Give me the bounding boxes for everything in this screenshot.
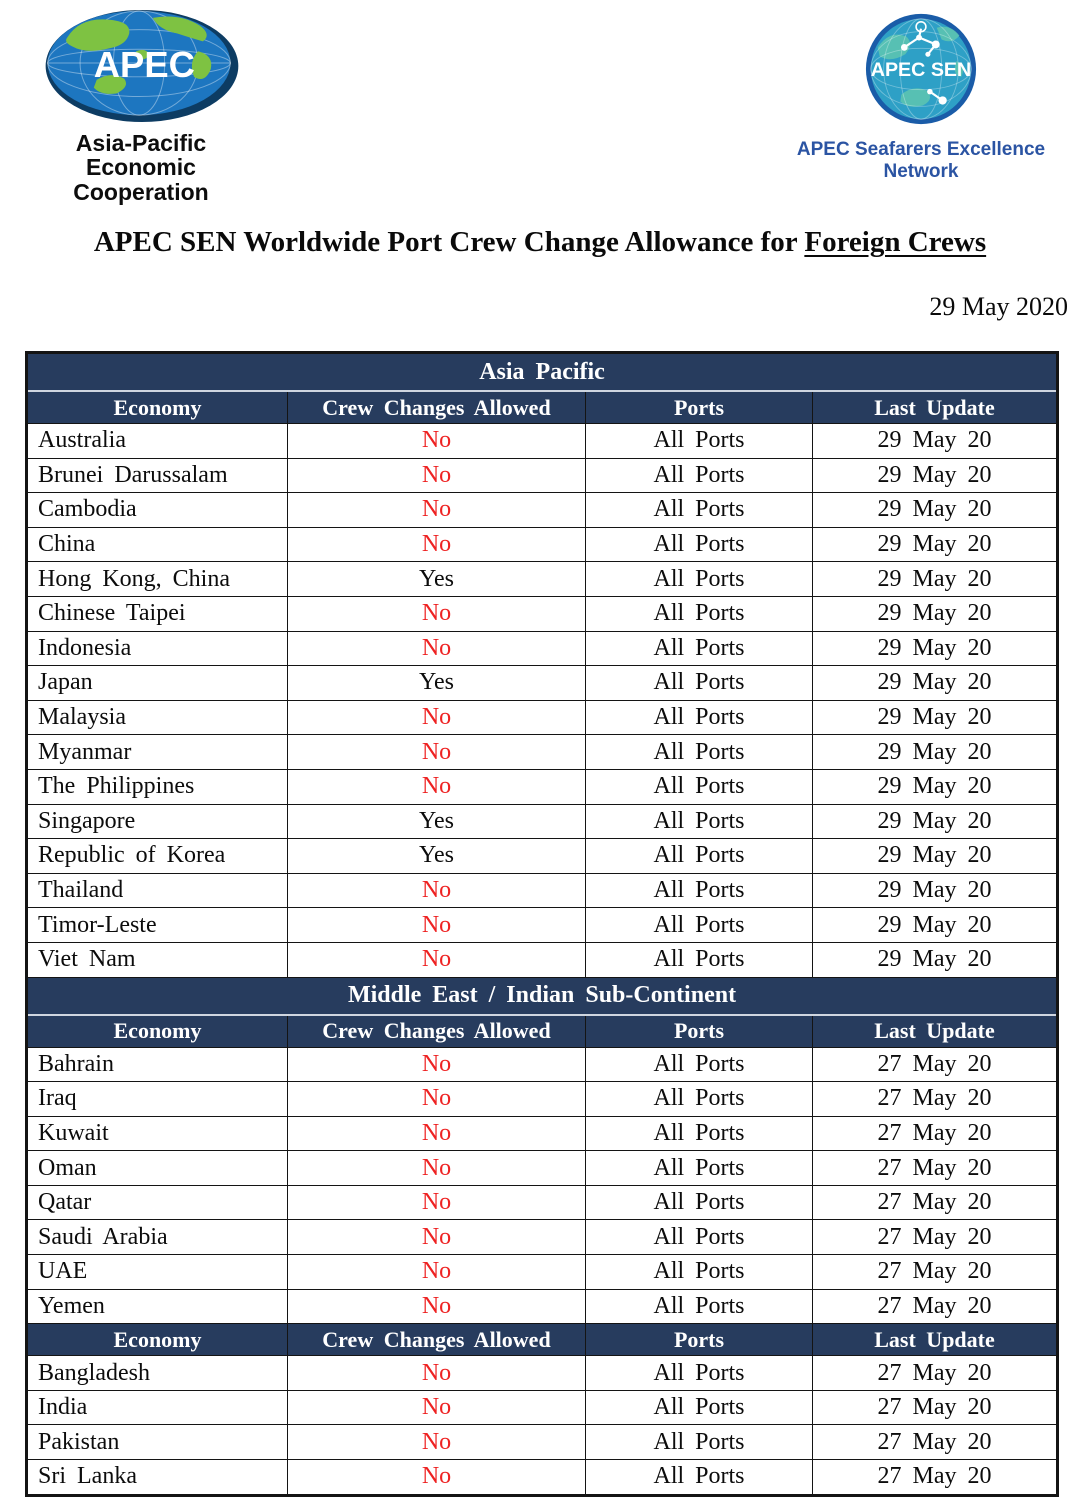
apec-sen-globe-text: APEC SEN [870, 58, 972, 81]
apec-caption [16, 131, 266, 204]
column-header-crew-changes-allowed: Crew Changes Allowed [288, 1324, 586, 1356]
ports-cell: All Ports [586, 1289, 813, 1324]
economy-cell: Timor-Leste [27, 908, 288, 943]
economy-cell: UAE [27, 1255, 288, 1290]
economy-cell: Viet Nam [27, 942, 288, 977]
table-row [27, 1289, 1058, 1324]
table-row [27, 804, 1058, 839]
crew-changes-allowed-cell: No [288, 942, 586, 977]
crew-changes-allowed-cell: No [288, 458, 586, 493]
document-date: 29 May 2020 [929, 292, 1068, 321]
last-update-cell: 29 May 20 [813, 804, 1058, 839]
ports-cell: All Ports [586, 1047, 813, 1082]
economy-cell: Qatar [27, 1185, 288, 1220]
economy-cell: Cambodia [27, 493, 288, 528]
last-update-cell: 29 May 20 [813, 631, 1058, 666]
economy-cell: Chinese Taipei [27, 596, 288, 631]
page-title [10, 224, 1070, 260]
economy-cell: Saudi Arabia [27, 1220, 288, 1255]
apec-caption-line1: Asia-Pacific [75, 130, 207, 156]
ports-cell: All Ports [586, 908, 813, 943]
crew-changes-allowed-cell: No [288, 769, 586, 804]
crew-changes-allowed-cell: No [288, 1082, 586, 1117]
table-row [27, 596, 1058, 631]
economy-cell: Singapore [27, 804, 288, 839]
last-update-cell: 27 May 20 [813, 1425, 1058, 1460]
table-row [27, 700, 1058, 735]
table-row [27, 873, 1058, 908]
table-row [27, 1460, 1058, 1496]
column-header-economy: Economy [27, 1324, 288, 1356]
ports-cell: All Ports [586, 769, 813, 804]
column-header-row [27, 391, 1058, 424]
last-update-cell: 27 May 20 [813, 1460, 1058, 1496]
last-update-cell: 29 May 20 [813, 562, 1058, 597]
ports-cell: All Ports [586, 942, 813, 977]
crew-change-table-body [27, 353, 1058, 1496]
economy-cell: Yemen [27, 1289, 288, 1324]
apec-sen-globe-icon [862, 10, 980, 128]
ports-cell: All Ports [586, 493, 813, 528]
last-update-cell: 29 May 20 [813, 700, 1058, 735]
economy-cell: Myanmar [27, 735, 288, 770]
ports-cell: All Ports [586, 596, 813, 631]
ports-cell: All Ports [586, 1151, 813, 1186]
last-update-cell: 27 May 20 [813, 1356, 1058, 1391]
last-update-cell: 27 May 20 [813, 1082, 1058, 1117]
apec-logo [16, 8, 266, 204]
table-row [27, 666, 1058, 701]
last-update-cell: 27 May 20 [813, 1220, 1058, 1255]
table-row [27, 1255, 1058, 1290]
apec-globe-icon [42, 8, 240, 124]
table-row [27, 1425, 1058, 1460]
section-title: Middle East / Indian Sub-Continent [27, 977, 1058, 1015]
ports-cell: All Ports [586, 1356, 813, 1391]
last-update-cell: 27 May 20 [813, 1185, 1058, 1220]
last-update-cell: 29 May 20 [813, 942, 1058, 977]
economy-cell: Hong Kong, China [27, 562, 288, 597]
column-header-row [27, 1324, 1058, 1356]
last-update-cell: 29 May 20 [813, 666, 1058, 701]
ports-cell: All Ports [586, 1425, 813, 1460]
apec-sen-logo [776, 8, 1066, 183]
table-row [27, 1047, 1058, 1082]
crew-changes-allowed-cell: No [288, 1356, 586, 1391]
crew-changes-allowed-cell: No [288, 873, 586, 908]
last-update-cell: 29 May 20 [813, 493, 1058, 528]
column-header-ports: Ports [586, 1324, 813, 1356]
table-row [27, 631, 1058, 666]
section-title: Asia Pacific [27, 353, 1058, 392]
page-title-main: APEC SEN Worldwide Port Crew Change Allowance for [93, 226, 805, 258]
ports-cell: All Ports [586, 1116, 813, 1151]
economy-cell: Bahrain [27, 1047, 288, 1082]
economy-cell: Oman [27, 1151, 288, 1186]
table-row [27, 562, 1058, 597]
ports-cell: All Ports [586, 839, 813, 874]
ports-cell: All Ports [586, 458, 813, 493]
table-row [27, 424, 1058, 459]
section-header-row [27, 977, 1058, 1015]
ports-cell: All Ports [586, 1220, 813, 1255]
economy-cell: Australia [27, 424, 288, 459]
column-header-last-update: Last Update [813, 1324, 1058, 1356]
last-update-cell: 29 May 20 [813, 908, 1058, 943]
ports-cell: All Ports [586, 631, 813, 666]
ports-cell: All Ports [586, 1255, 813, 1290]
crew-changes-allowed-cell: No [288, 596, 586, 631]
economy-cell: Indonesia [27, 631, 288, 666]
economy-cell: India [27, 1390, 288, 1425]
crew-changes-allowed-cell: No [288, 735, 586, 770]
last-update-cell: 27 May 20 [813, 1151, 1058, 1186]
logo-header [0, 0, 1080, 205]
column-header-row [27, 1015, 1058, 1048]
crew-changes-allowed-cell: No [288, 1255, 586, 1290]
apec-globe-text: APEC [93, 43, 195, 85]
last-update-cell: 29 May 20 [813, 839, 1058, 874]
ports-cell: All Ports [586, 562, 813, 597]
economy-cell: China [27, 527, 288, 562]
economy-cell: Thailand [27, 873, 288, 908]
last-update-cell: 27 May 20 [813, 1390, 1058, 1425]
economy-cell: Japan [27, 666, 288, 701]
column-header-economy: Economy [27, 391, 288, 424]
ports-cell: All Ports [586, 1390, 813, 1425]
column-header-crew-changes-allowed: Crew Changes Allowed [288, 391, 586, 424]
last-update-cell: 27 May 20 [813, 1116, 1058, 1151]
ports-cell: All Ports [586, 424, 813, 459]
crew-changes-allowed-cell: Yes [288, 666, 586, 701]
table-row [27, 493, 1058, 528]
last-update-cell: 29 May 20 [813, 596, 1058, 631]
ports-cell: All Ports [586, 873, 813, 908]
last-update-cell: 27 May 20 [813, 1047, 1058, 1082]
ports-cell: All Ports [586, 1185, 813, 1220]
economy-cell: The Philippines [27, 769, 288, 804]
table-row [27, 1356, 1058, 1391]
crew-changes-allowed-cell: No [288, 1151, 586, 1186]
crew-changes-allowed-cell: No [288, 1425, 586, 1460]
crew-changes-allowed-cell: No [288, 700, 586, 735]
last-update-cell: 27 May 20 [813, 1289, 1058, 1324]
crew-changes-allowed-cell: No [288, 1390, 586, 1425]
crew-changes-allowed-cell: No [288, 493, 586, 528]
section-header-row [27, 353, 1058, 392]
crew-changes-allowed-cell: Yes [288, 804, 586, 839]
table-row [27, 458, 1058, 493]
apec-sen-caption: APEC Seafarers Excellence Network [796, 139, 1046, 182]
table-row [27, 942, 1058, 977]
ports-cell: All Ports [586, 666, 813, 701]
table-row [27, 908, 1058, 943]
crew-changes-allowed-cell: No [288, 1220, 586, 1255]
ports-cell: All Ports [586, 1082, 813, 1117]
table-row [27, 1151, 1058, 1186]
last-update-cell: 27 May 20 [813, 1255, 1058, 1290]
crew-changes-allowed-cell: Yes [288, 562, 586, 597]
ports-cell: All Ports [586, 1460, 813, 1496]
last-update-cell: 29 May 20 [813, 769, 1058, 804]
table-row [27, 1390, 1058, 1425]
table-row [27, 1116, 1058, 1151]
last-update-cell: 29 May 20 [813, 527, 1058, 562]
apec-caption-line2: Economic Cooperation [73, 154, 209, 205]
economy-cell: Republic of Korea [27, 839, 288, 874]
last-update-cell: 29 May 20 [813, 873, 1058, 908]
crew-changes-allowed-cell: No [288, 1460, 586, 1496]
crew-changes-allowed-cell: No [288, 1116, 586, 1151]
column-header-economy: Economy [27, 1015, 288, 1048]
table-row [27, 769, 1058, 804]
economy-cell: Malaysia [27, 700, 288, 735]
column-header-last-update: Last Update [813, 1015, 1058, 1048]
economy-cell: Bangladesh [27, 1356, 288, 1391]
crew-changes-allowed-cell: No [288, 631, 586, 666]
table-row [27, 735, 1058, 770]
crew-changes-allowed-cell: No [288, 1289, 586, 1324]
economy-cell: Iraq [27, 1082, 288, 1117]
ports-cell: All Ports [586, 700, 813, 735]
economy-cell: Kuwait [27, 1116, 288, 1151]
table-row [27, 527, 1058, 562]
economy-cell: Brunei Darussalam [27, 458, 288, 493]
column-header-ports: Ports [586, 391, 813, 424]
ports-cell: All Ports [586, 804, 813, 839]
ports-cell: All Ports [586, 527, 813, 562]
crew-change-table [25, 351, 1059, 1497]
last-update-cell: 29 May 20 [813, 458, 1058, 493]
crew-changes-allowed-cell: No [288, 424, 586, 459]
table-row [27, 839, 1058, 874]
crew-changes-allowed-cell: No [288, 908, 586, 943]
last-update-cell: 29 May 20 [813, 424, 1058, 459]
table-row [27, 1082, 1058, 1117]
last-update-cell: 29 May 20 [813, 735, 1058, 770]
table-row [27, 1220, 1058, 1255]
crew-changes-allowed-cell: No [288, 1047, 586, 1082]
economy-cell: Sri Lanka [27, 1460, 288, 1496]
column-header-ports: Ports [586, 1015, 813, 1048]
column-header-crew-changes-allowed: Crew Changes Allowed [288, 1015, 586, 1048]
ports-cell: All Ports [586, 735, 813, 770]
column-header-last-update: Last Update [813, 391, 1058, 424]
crew-changes-allowed-cell: No [288, 1185, 586, 1220]
crew-changes-allowed-cell: Yes [288, 839, 586, 874]
page-title-underlined: Foreign Crews [804, 226, 987, 258]
economy-cell: Pakistan [27, 1425, 288, 1460]
crew-changes-allowed-cell: No [288, 527, 586, 562]
table-row [27, 1185, 1058, 1220]
